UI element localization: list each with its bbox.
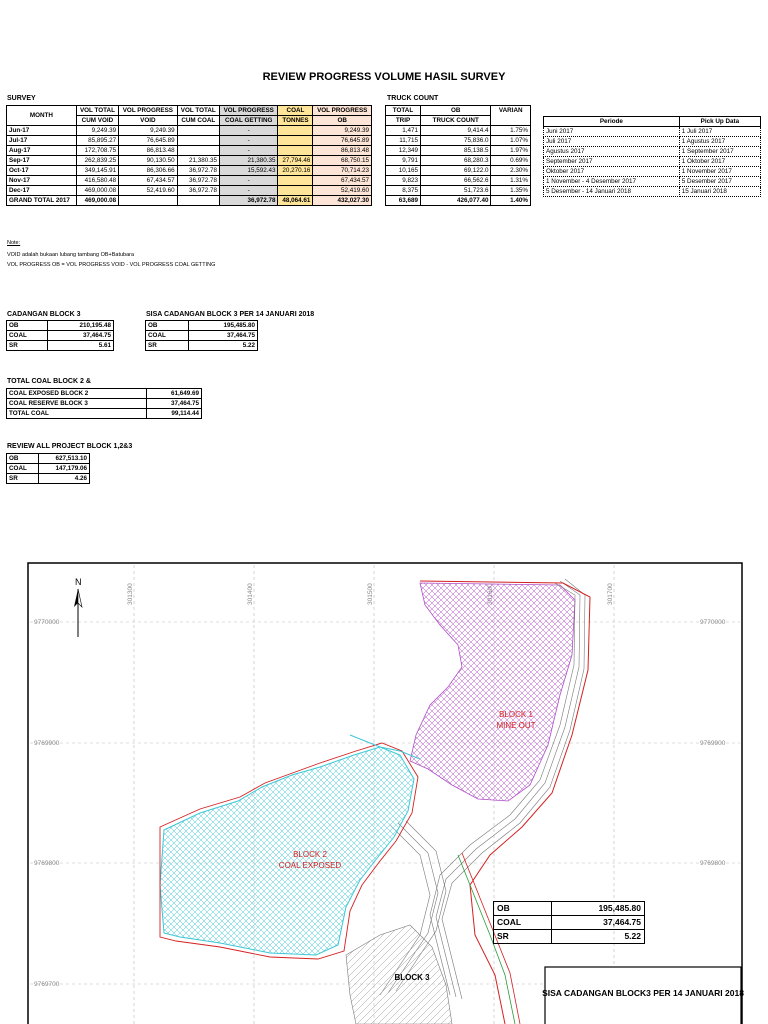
table-row <box>7 321 114 331</box>
y-tick-label: 9769900 <box>34 740 60 747</box>
value-cell: - <box>219 176 278 186</box>
table-row <box>7 454 90 464</box>
header-truck-count: TRUCK COUNT <box>420 116 491 126</box>
list-item <box>544 137 761 147</box>
value-cell: 68,280.3 <box>420 156 491 166</box>
key-cell: COAL RESERVE BLOCK 3 <box>7 399 147 409</box>
table-row <box>386 156 531 166</box>
value-cell: 172,708.75 <box>76 146 118 156</box>
value-cell: 86,813.48 <box>119 146 178 156</box>
value-cell: - <box>219 136 278 146</box>
value-cell: 67,434.57 <box>119 176 178 186</box>
value-cell: 469,000.08 <box>76 186 118 196</box>
value-cell: 5.22 <box>189 341 258 351</box>
table-row <box>146 341 258 351</box>
block-2-label: BLOCK 2 <box>293 850 327 859</box>
table-row <box>7 341 114 351</box>
value-cell: 69,122.0 <box>420 166 491 176</box>
table-row <box>386 176 531 186</box>
value-cell: 195,485.80 <box>189 321 258 331</box>
value-cell: - <box>219 126 278 136</box>
value-cell: 10,165 <box>386 166 421 176</box>
value-cell <box>278 126 313 136</box>
periode-cell: Oktober 2017 <box>544 167 680 177</box>
note-heading: Note: <box>7 240 21 246</box>
value-cell: 85,895.27 <box>76 136 118 146</box>
month-cell: Jun-17 <box>7 126 77 136</box>
truck-count-table <box>385 105 531 206</box>
value-cell: - <box>219 146 278 156</box>
month-cell: Oct-17 <box>7 166 77 176</box>
x-tick-label: 301300 <box>127 583 134 605</box>
header-vol-total-coal: VOL TOTAL <box>177 106 219 116</box>
table-row <box>386 126 531 136</box>
list-item <box>544 187 761 197</box>
header-coal: COAL <box>278 106 313 116</box>
block-1-label: BLOCK 1 <box>499 710 533 719</box>
table-row <box>7 126 372 136</box>
value-cell: 1.31% <box>491 176 531 186</box>
table-row <box>494 902 645 916</box>
header-total: TOTAL <box>386 106 421 116</box>
value-cell: 627,513.10 <box>38 454 89 464</box>
value-cell: 27,794.46 <box>278 156 313 166</box>
header-vol-progress-coal: VOL PROGRESS <box>219 106 278 116</box>
value-cell: 99,114.44 <box>147 409 202 419</box>
list-item <box>544 147 761 157</box>
grand-total-cell: 36,972.78 <box>219 196 278 206</box>
block-1-sublabel: MINE OUT <box>496 721 536 730</box>
grand-total-cell: 48,064.61 <box>278 196 313 206</box>
note-line-2: VOL PROGRESS OB = VOL PROGRESS VOID - VOL PROGRESS COAL GETTING <box>7 262 216 268</box>
key-cell: SR <box>146 341 189 351</box>
value-cell: 4.26 <box>38 474 89 484</box>
value-cell: 9,791 <box>386 156 421 166</box>
value-cell: 9,414.4 <box>420 126 491 136</box>
value-cell: - <box>219 186 278 196</box>
table-row <box>7 464 90 474</box>
header-pick-up-data: Pick Up Data <box>679 117 760 127</box>
y-tick-label: 9770000 <box>700 619 726 626</box>
value-cell: 9,249.39 <box>313 126 372 136</box>
table-row <box>7 474 90 484</box>
periode-cell: Juli 2017 <box>544 137 680 147</box>
value-cell: 37,464.75 <box>552 916 645 930</box>
table-row <box>7 389 202 399</box>
value-cell: 68,750.15 <box>313 156 372 166</box>
value-cell: 1.35% <box>491 186 531 196</box>
note-line-1: VOID adalah bukaan lubang tambang OB+Batubara <box>7 252 135 258</box>
grand-total-cell <box>119 196 178 206</box>
value-cell: 37,464.75 <box>147 399 202 409</box>
header-tonnes: TONNES <box>278 116 313 126</box>
total-cell: 426,077.40 <box>420 196 491 206</box>
value-cell: 36,972.78 <box>177 186 219 196</box>
value-cell: 147,179.06 <box>38 464 89 474</box>
value-cell: 76,645.89 <box>119 136 178 146</box>
y-tick-label: 9769800 <box>700 860 726 867</box>
key-cell: COAL <box>494 916 552 930</box>
table-row <box>386 146 531 156</box>
value-cell: 67,434.57 <box>313 176 372 186</box>
table-row <box>7 176 372 186</box>
value-cell: 1.97% <box>491 146 531 156</box>
table-row <box>7 331 114 341</box>
review-all-table <box>6 453 90 484</box>
header-month: MONTH <box>7 106 77 126</box>
block-3-label: BLOCK 3 <box>394 973 430 982</box>
key-cell: OB <box>146 321 189 331</box>
block-map <box>0 555 768 1024</box>
month-cell: Sep-17 <box>7 156 77 166</box>
key-cell: COAL <box>146 331 189 341</box>
header-cum-void: CUM VOID <box>76 116 118 126</box>
value-cell: 349,145.91 <box>76 166 118 176</box>
pickup-date-cell: 5 Desember 2017 <box>679 177 760 187</box>
month-cell: Aug-17 <box>7 146 77 156</box>
month-cell: Jul-17 <box>7 136 77 146</box>
header-ob: OB <box>313 116 372 126</box>
sisa-label: SISA CADANGAN BLOCK 3 PER 14 JANUARI 2018 <box>146 311 315 318</box>
north-label: N <box>75 577 82 587</box>
value-cell: 52,419.60 <box>119 186 178 196</box>
y-tick-label: 9769900 <box>700 740 726 747</box>
header-vol-progress-void: VOL PROGRESS <box>119 106 178 116</box>
table-row <box>386 166 531 176</box>
month-cell: Nov-17 <box>7 176 77 186</box>
survey-label: SURVEY <box>7 95 36 102</box>
x-tick-label: 301700 <box>607 583 614 605</box>
table-row <box>7 146 372 156</box>
key-cell: COAL <box>7 464 39 474</box>
value-cell: 70,714.23 <box>313 166 372 176</box>
table-row <box>7 186 372 196</box>
cadangan-label: CADANGAN BLOCK 3 <box>7 311 81 318</box>
pickup-date-cell: 15 Januari 2018 <box>679 187 760 197</box>
pickup-date-cell: 1 Agustus 2017 <box>679 137 760 147</box>
value-cell: 9,823 <box>386 176 421 186</box>
truck-count-label: TRUCK COUNT <box>387 95 439 102</box>
header-void: VOID <box>119 116 178 126</box>
value-cell: 5.22 <box>552 930 645 944</box>
table-row <box>7 136 372 146</box>
map-title-box-text: SISA CADANGAN BLOCK3 PER 14 JANUARI 2018 <box>542 988 744 998</box>
pickup-date-cell: 1 November 2017 <box>679 167 760 177</box>
value-cell: 86,306.66 <box>119 166 178 176</box>
map-summary-table <box>493 901 645 944</box>
table-row <box>494 930 645 944</box>
value-cell: 37,464.75 <box>189 331 258 341</box>
truck-total-row <box>386 196 531 206</box>
periode-cell: Juni 2017 <box>544 127 680 137</box>
value-cell: 8,375 <box>386 186 421 196</box>
sisa-table <box>145 320 258 351</box>
value-cell: 21,380.35 <box>219 156 278 166</box>
table-row <box>146 321 258 331</box>
table-row <box>7 399 202 409</box>
grand-total-row <box>7 196 372 206</box>
key-cell: COAL EXPOSED BLOCK 2 <box>7 389 147 399</box>
periode-cell: 5 Desember - 14 Januari 2018 <box>544 187 680 197</box>
value-cell <box>177 136 219 146</box>
y-tick-label: 9770000 <box>34 619 60 626</box>
table-row <box>7 156 372 166</box>
header-trip: TRIP <box>386 116 421 126</box>
value-cell: 1.07% <box>491 136 531 146</box>
value-cell: 36,972.78 <box>177 176 219 186</box>
key-cell: SR <box>7 474 39 484</box>
key-cell: OB <box>7 454 39 464</box>
value-cell: 85,138.5 <box>420 146 491 156</box>
value-cell: 76,645.89 <box>313 136 372 146</box>
value-cell: 416,580.48 <box>76 176 118 186</box>
table-row <box>7 166 372 176</box>
periode-cell: September 2017 <box>544 157 680 167</box>
total-cell: 1.40% <box>491 196 531 206</box>
header-ob-truck: OB <box>420 106 491 116</box>
header-vol-total-void: VOL TOTAL <box>76 106 118 116</box>
list-item <box>544 127 761 137</box>
total-cell: 63,689 <box>386 196 421 206</box>
header-coal-getting: COAL GETTING <box>219 116 278 126</box>
grand-total-cell: 469,000.08 <box>76 196 118 206</box>
value-cell: 12,349 <box>386 146 421 156</box>
table-row <box>386 186 531 196</box>
value-cell: 90,130.50 <box>119 156 178 166</box>
value-cell: 66,562.6 <box>420 176 491 186</box>
periode-table <box>543 116 761 197</box>
value-cell: 20,270.16 <box>278 166 313 176</box>
periode-cell: 1 November - 4 Desember 2017 <box>544 177 680 187</box>
key-cell: OB <box>7 321 48 331</box>
list-item <box>544 167 761 177</box>
total-coal-table <box>6 388 202 419</box>
header-cum-coal: CUM COAL <box>177 116 219 126</box>
value-cell: 52,419.60 <box>313 186 372 196</box>
page-title: REVIEW PROGRESS VOLUME HASIL SURVEY <box>262 71 506 83</box>
table-row <box>7 409 202 419</box>
value-cell <box>278 176 313 186</box>
periode-cell: Agustus 2017 <box>544 147 680 157</box>
value-cell: 195,485.80 <box>552 902 645 916</box>
pickup-date-cell: 1 Juli 2017 <box>679 127 760 137</box>
y-tick-label: 9769700 <box>34 981 60 988</box>
table-row <box>494 916 645 930</box>
header-vol-progress-ob: VOL PROGRESS <box>313 106 372 116</box>
value-cell <box>278 136 313 146</box>
list-item <box>544 177 761 187</box>
survey-table <box>6 105 372 206</box>
value-cell <box>177 146 219 156</box>
header-varian: VARIAN <box>491 106 531 126</box>
total-coal-label: TOTAL COAL BLOCK 2 & <box>7 378 91 385</box>
value-cell: 51,723.6 <box>420 186 491 196</box>
grand-total-cell <box>177 196 219 206</box>
value-cell: 15,592.43 <box>219 166 278 176</box>
value-cell: 36,972.78 <box>177 166 219 176</box>
grand-total-cell: 432,027.30 <box>313 196 372 206</box>
value-cell: 37,464.75 <box>48 331 114 341</box>
key-cell: SR <box>494 930 552 944</box>
value-cell: 9,249.39 <box>76 126 118 136</box>
value-cell: 262,839.25 <box>76 156 118 166</box>
value-cell: 11,715 <box>386 136 421 146</box>
key-cell: SR <box>7 341 48 351</box>
value-cell: 210,195.48 <box>48 321 114 331</box>
value-cell: 0.69% <box>491 156 531 166</box>
value-cell: 21,380.35 <box>177 156 219 166</box>
pickup-date-cell: 1 September 2017 <box>679 147 760 157</box>
header-periode: Periode <box>544 117 680 127</box>
grand-total-label: GRAND TOTAL 2017 <box>7 196 77 206</box>
value-cell <box>177 126 219 136</box>
table-row <box>146 331 258 341</box>
value-cell: 86,813.48 <box>313 146 372 156</box>
value-cell <box>278 146 313 156</box>
key-cell: OB <box>494 902 552 916</box>
month-cell: Dec-17 <box>7 186 77 196</box>
list-item <box>544 157 761 167</box>
block-2-sublabel: COAL EXPOSED <box>278 861 342 870</box>
value-cell: 2.30% <box>491 166 531 176</box>
table-row <box>386 136 531 146</box>
x-tick-label: 301500 <box>367 583 374 605</box>
value-cell: 1.75% <box>491 126 531 136</box>
value-cell: 61,649.69 <box>147 389 202 399</box>
y-tick-label: 9769800 <box>34 860 60 867</box>
pickup-date-cell: 1 Oktober 2017 <box>679 157 760 167</box>
value-cell: 75,836.0 <box>420 136 491 146</box>
x-tick-label: 301400 <box>247 583 254 605</box>
value-cell: 1,471 <box>386 126 421 136</box>
cadangan-table <box>6 320 114 351</box>
value-cell: 5.61 <box>48 341 114 351</box>
value-cell: 9,249.39 <box>119 126 178 136</box>
key-cell: COAL <box>7 331 48 341</box>
value-cell <box>278 186 313 196</box>
key-cell: TOTAL COAL <box>7 409 147 419</box>
review-all-label: REVIEW ALL PROJECT BLOCK 1,2&3 <box>7 443 133 450</box>
